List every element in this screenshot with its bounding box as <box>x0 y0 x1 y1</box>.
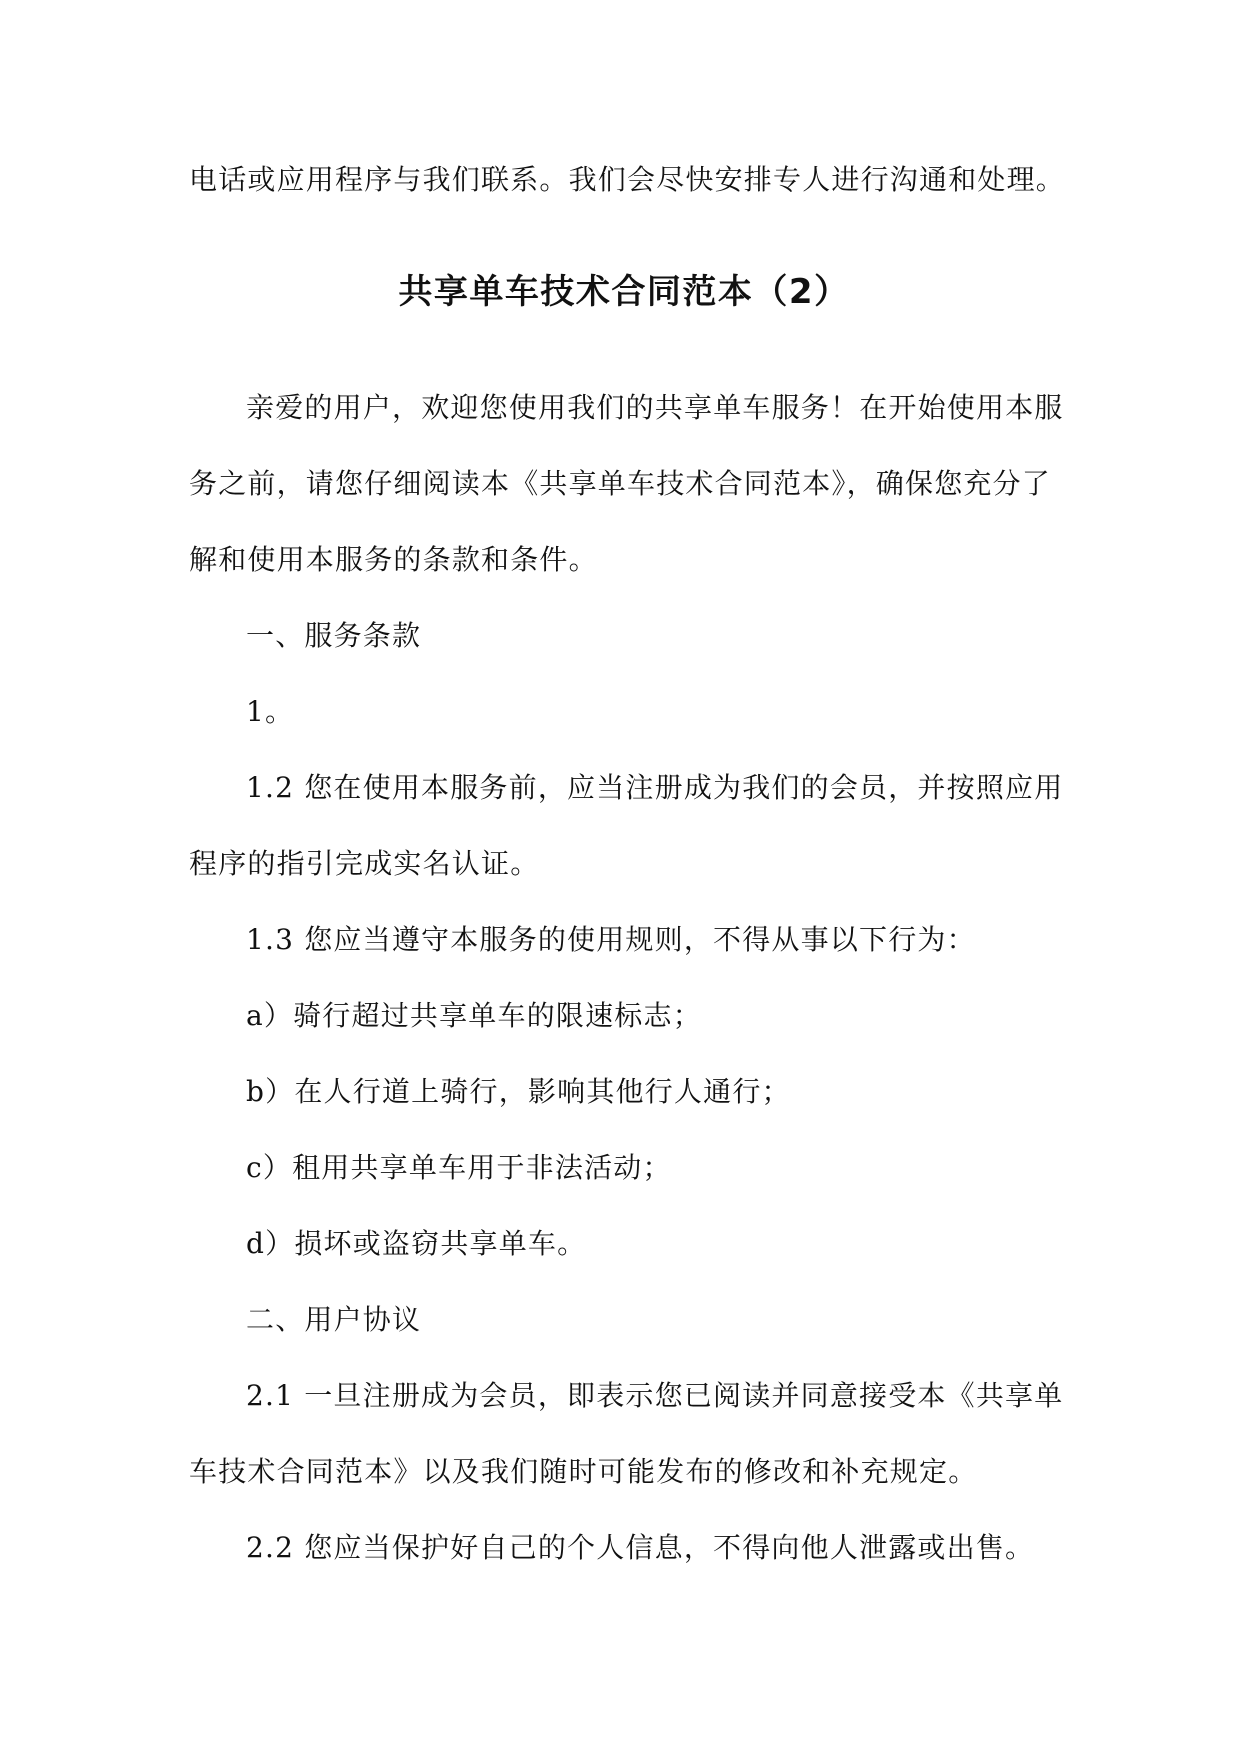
document-title: 共享单车技术合同范本（2） <box>398 272 850 312</box>
clause-1-1: 1。 <box>246 695 295 728</box>
clause-2-1-line-1: 2.1 一旦注册成为会员，即表示您已阅读并同意接受本《共享单 <box>246 1379 1064 1412</box>
clause-1-2-line-2: 程序的指引完成实名认证。 <box>189 847 540 880</box>
clause-1-3: 1.3 您应当遵守本服务的使用规则，不得从事以下行为： <box>246 923 976 956</box>
clause-2-2: 2.2 您应当保护好自己的个人信息，不得向他人泄露或出售。 <box>246 1531 1035 1564</box>
section-1-heading: 一、服务条款 <box>246 619 422 652</box>
list-item-a: a）骑行超过共享单车的限速标志； <box>246 999 702 1032</box>
intro-line: 电话或应用程序与我们联系。我们会尽快安排专人进行沟通和处理。 <box>189 163 1066 196</box>
list-item-b: b）在人行道上骑行，影响其他行人通行； <box>246 1075 791 1108</box>
list-item-d: d）损坏或盗窃共享单车。 <box>246 1227 587 1260</box>
document-body <box>189 142 1066 1586</box>
paragraph-welcome-line-2: 务之前，请您仔细阅读本《共享单车技术合同范本》，确保您充分了 <box>189 467 1052 500</box>
clause-2-1-line-2: 车技术合同范本》以及我们随时可能发布的修改和补充规定。 <box>189 1455 978 1488</box>
paragraph-welcome-line-1: 亲爱的用户，欢迎您使用我们的共享单车服务！在开始使用本服 <box>246 391 1064 424</box>
paragraph-welcome-line-3: 解和使用本服务的条款和条件。 <box>189 543 598 576</box>
list-item-c: c）租用共享单车用于非法活动； <box>246 1151 672 1184</box>
clause-1-2-line-1: 1.2 您在使用本服务前，应当注册成为我们的会员，并按照应用 <box>246 771 1064 804</box>
section-2-heading: 二、用户协议 <box>246 1303 422 1336</box>
